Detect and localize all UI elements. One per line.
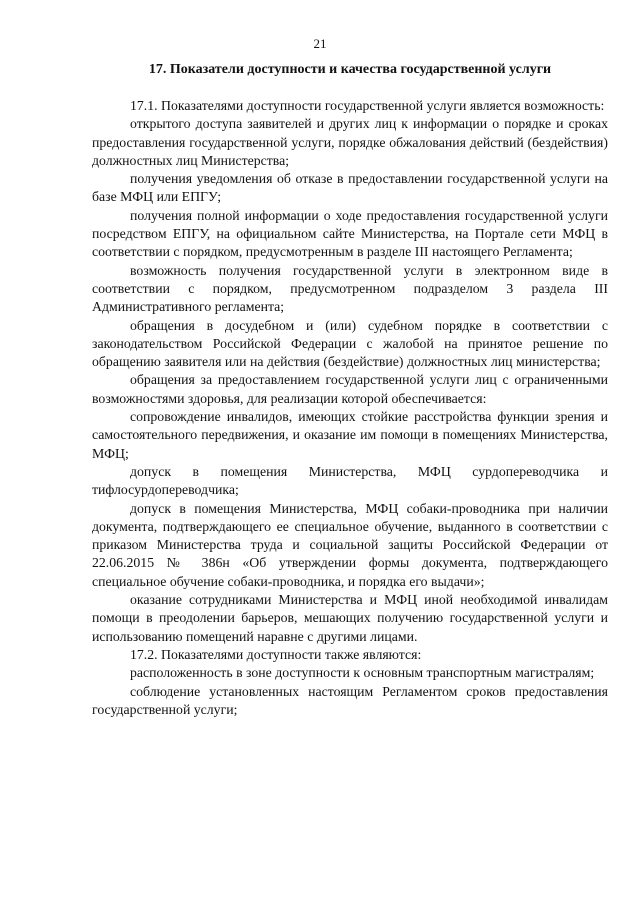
paragraph: получения уведомления об отказе в предоставлении государственной услуги на базе МФЦ или ЕПГУ; [92, 171, 608, 205]
paragraph: обращения за предоставлением государственной услуги лиц с ограниченными возможностями здоровья, для реализации которой обеспечивается: [92, 372, 608, 406]
paragraph: соблюдение установленных настоящим Регламентом сроков предоставления государственной услуги; [92, 683, 608, 717]
paragraph: сопровождение инвалидов, имеющих стойкие расстройства функции зрения и самостоятельного передвижения, и оказание им помощи в помещениях Министерства, МФЦ; [92, 409, 608, 461]
paragraph: допуск в помещения Министерства, МФЦ собаки-проводника при наличии документа, подтверждающего ее специальное обучение, выданного в соответствии с приказом Министерства труда и социальной защиты Российской Федерации от 22.06.2015 № 386н «Об утверждении формы документа, подтверждающего специальное обучение собаки-проводника, и порядка его выдачи»; [92, 500, 608, 589]
section-title: 17. Показатели доступности и качества государственной услуги [148, 62, 552, 77]
paragraph: 17.2. Показателями доступности также являются: [130, 646, 422, 662]
paragraph: получения полной информации о ходе предоставления государственной услуги посредством ЕПГУ, на официальном сайте Министерства, на Портале сети МФЦ в соответствии с порядком, предусмотренным в разделе III настоящего Регламента; [92, 207, 608, 260]
page-number: 21 [313, 36, 327, 51]
paragraph: возможность получения государственной услуги в электронном виде в соответствии с порядком, предусмотренном подразделом 3 раздела III Административного регламента; [92, 262, 608, 315]
paragraph: открытого доступа заявителей и других лиц к информации о порядке и сроках предоставления государственной услуги, порядке обжалования действий (бездействия) должностных лиц Министерства; [92, 116, 608, 168]
paragraph: оказание сотрудниками Министерства и МФЦ иной необходимой инвалидам помощи в преодолении барьеров, мешающих получению государственной услуги и использованию помещений наравне с другими лицами. [92, 592, 608, 644]
paragraph: 17.1. Показателями доступности государственной услуги является возможность: [130, 98, 605, 113]
paragraph: расположенность в зоне доступности к основным транспортным магистралям; [130, 665, 595, 681]
paragraph: допуск в помещения Министерства, МФЦ сурдопереводчика и тифлосурдопереводчика; [92, 463, 608, 498]
paragraph: обращения в досудебном и (или) судебном порядке в соответствии с законодательством Российской Федерации с жалобой на принятое решение по обращению заявителя или на действия (бездействие) должностных лиц министерства; [92, 317, 608, 370]
section-body [92, 97, 608, 719]
